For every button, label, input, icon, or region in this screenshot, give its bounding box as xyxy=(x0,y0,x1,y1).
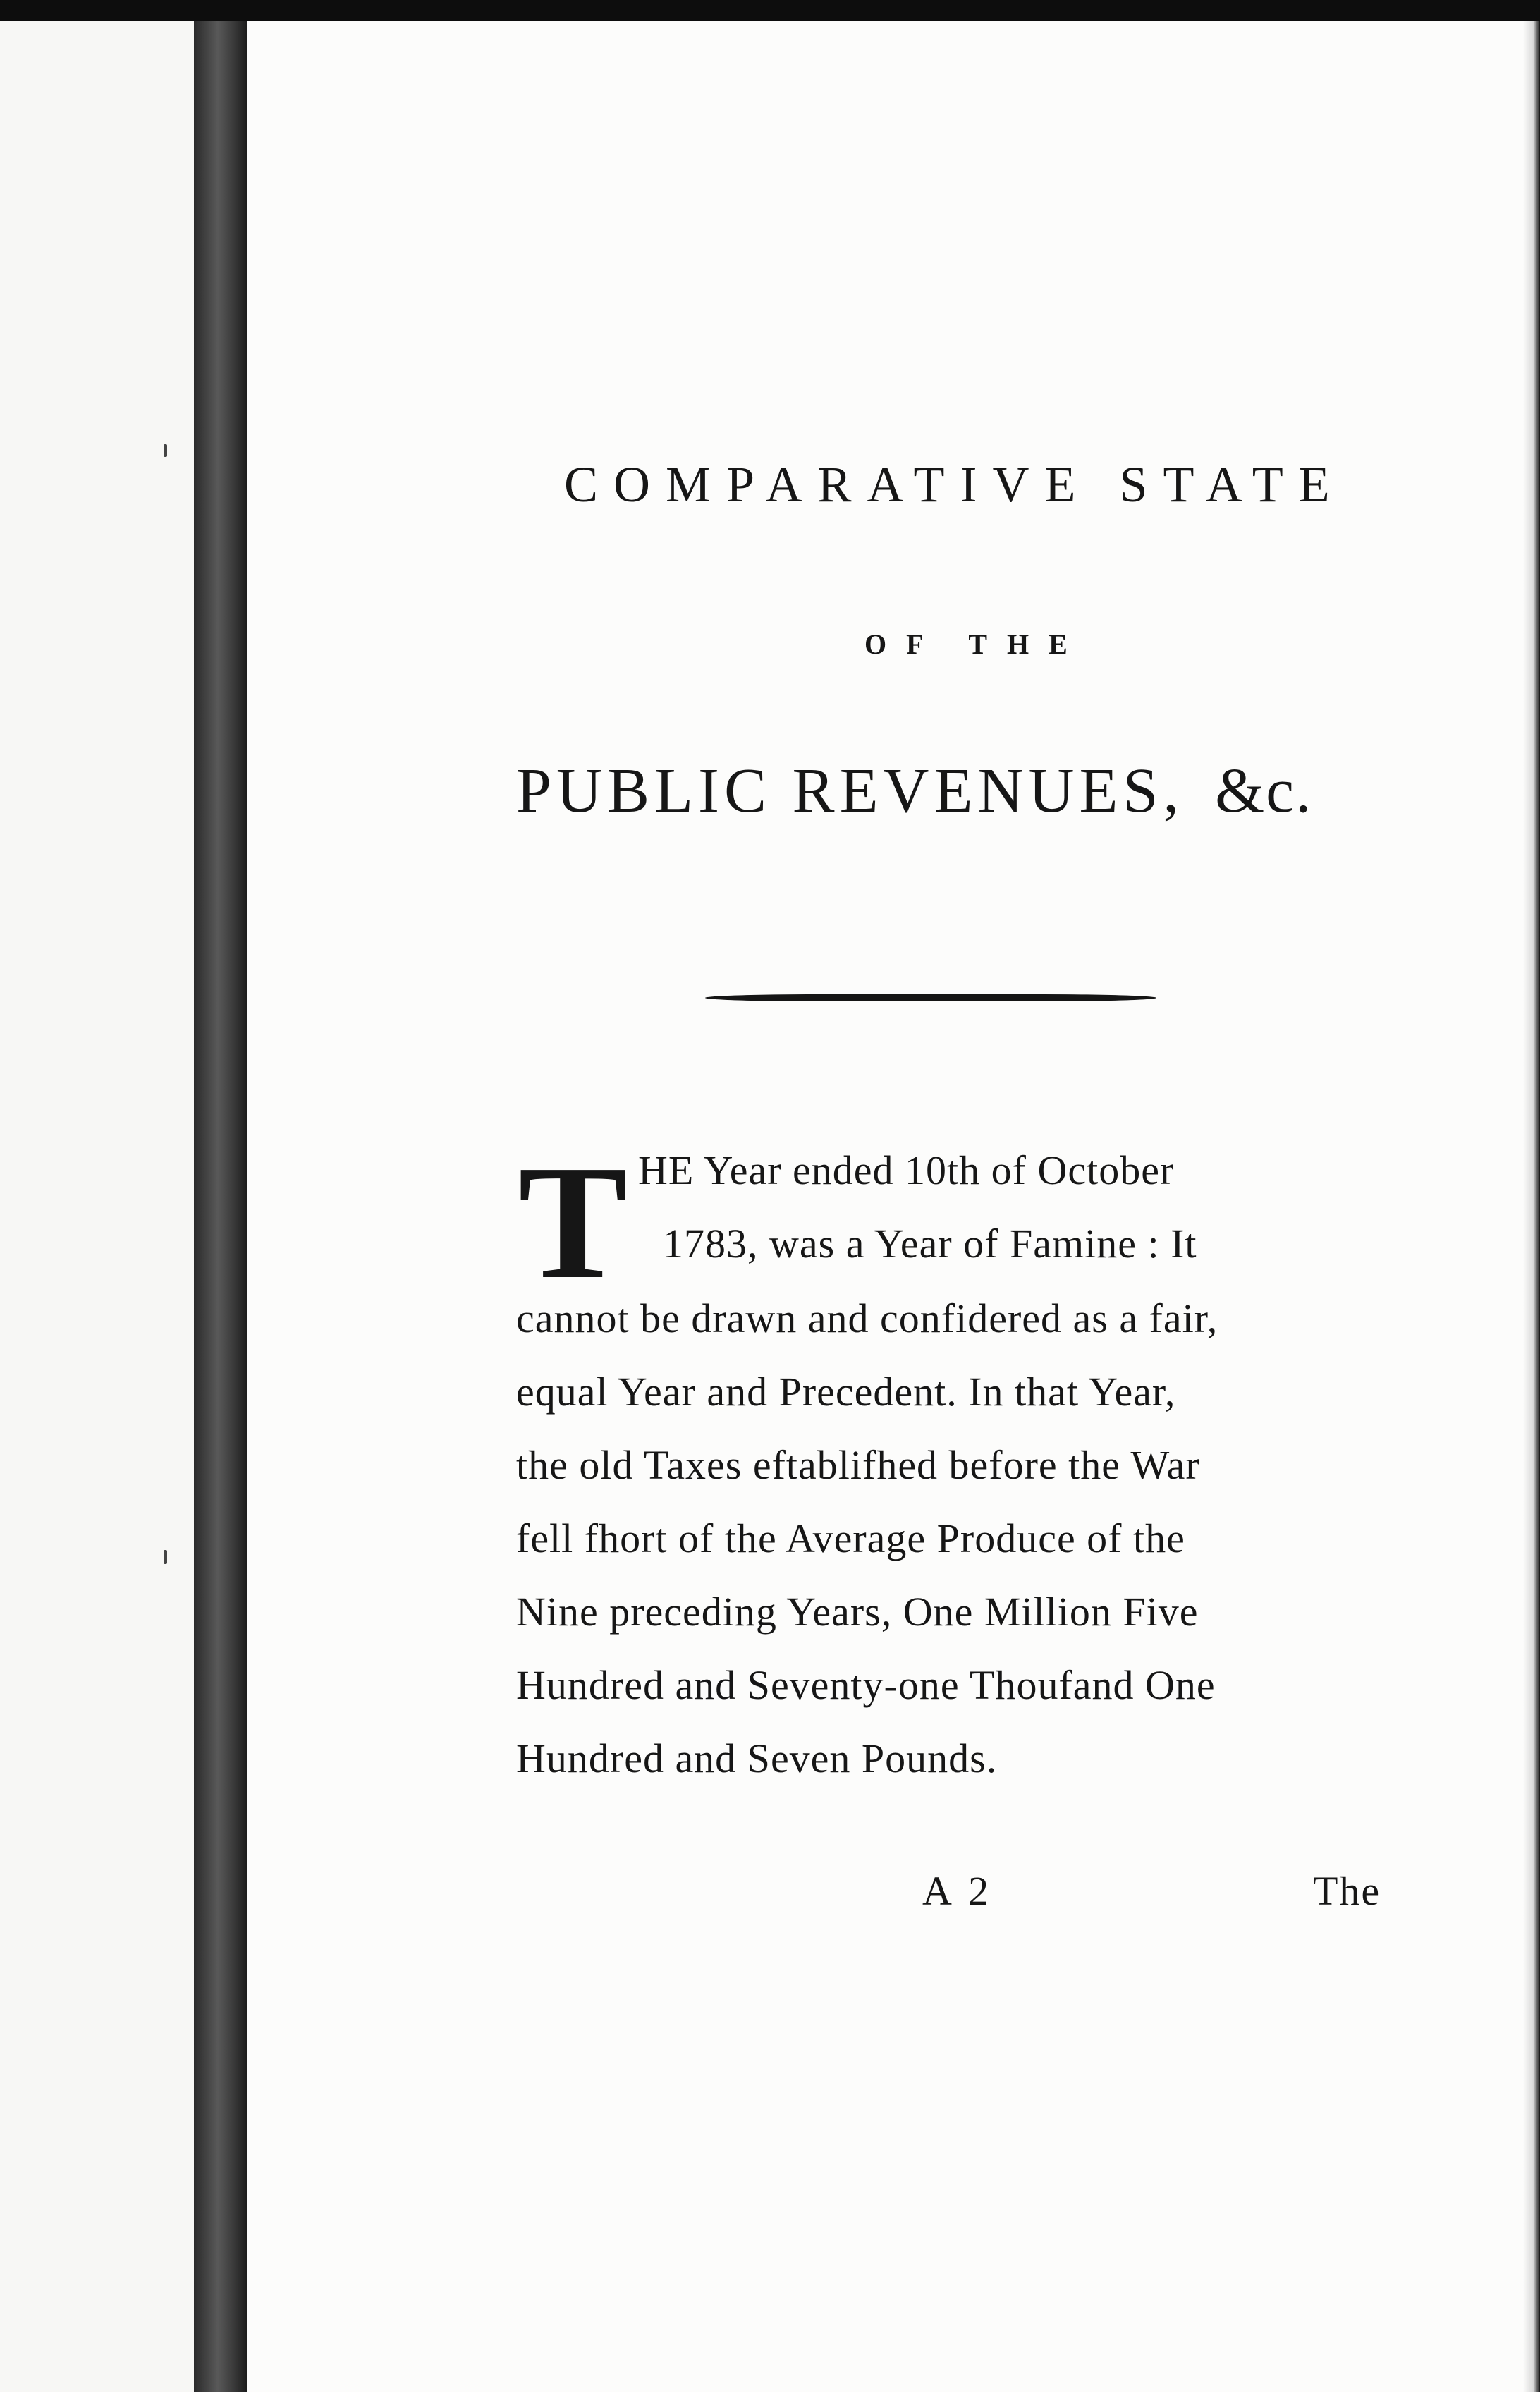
facing-page-mark xyxy=(164,444,167,457)
body-line: 1783, was a Year of Famine : It xyxy=(663,1221,1197,1267)
body-line: equal Year and Precedent. In that Year, xyxy=(516,1369,1176,1415)
body-line: Nine preceding Years, One Million Five xyxy=(516,1589,1199,1635)
facing-page xyxy=(0,21,194,2392)
title-line-3 xyxy=(516,755,1313,827)
body-line: HE Year ended 10th of October xyxy=(638,1147,1175,1193)
catchword: The xyxy=(1313,1868,1381,1914)
title-line-3-suffix: &c. xyxy=(1215,756,1313,826)
document-page xyxy=(247,21,1540,2392)
body-line: Hundred and Seven Pounds. xyxy=(516,1735,998,1781)
body-line: Hundred and Seventy-one Thoufand One xyxy=(516,1662,1216,1708)
body-line: the old Taxes eftablifhed before the War xyxy=(516,1442,1200,1488)
drop-cap: T xyxy=(518,1132,628,1313)
page-edge xyxy=(1523,21,1540,2392)
binding-gutter xyxy=(194,21,247,2392)
title-line-2: OF THE xyxy=(864,628,1087,660)
ornamental-rule xyxy=(705,994,1156,1001)
title-line-1: COMPARATIVE STATE xyxy=(564,456,1345,513)
title-line-3-main: PUBLIC REVENUES, xyxy=(516,756,1185,826)
body-line: fell fhort of the Average Produce of the xyxy=(516,1515,1185,1561)
facing-page-mark xyxy=(164,1550,167,1564)
signature-mark: A 2 xyxy=(922,1868,994,1914)
body-line: cannot be drawn and confidered as a fair, xyxy=(516,1295,1218,1341)
